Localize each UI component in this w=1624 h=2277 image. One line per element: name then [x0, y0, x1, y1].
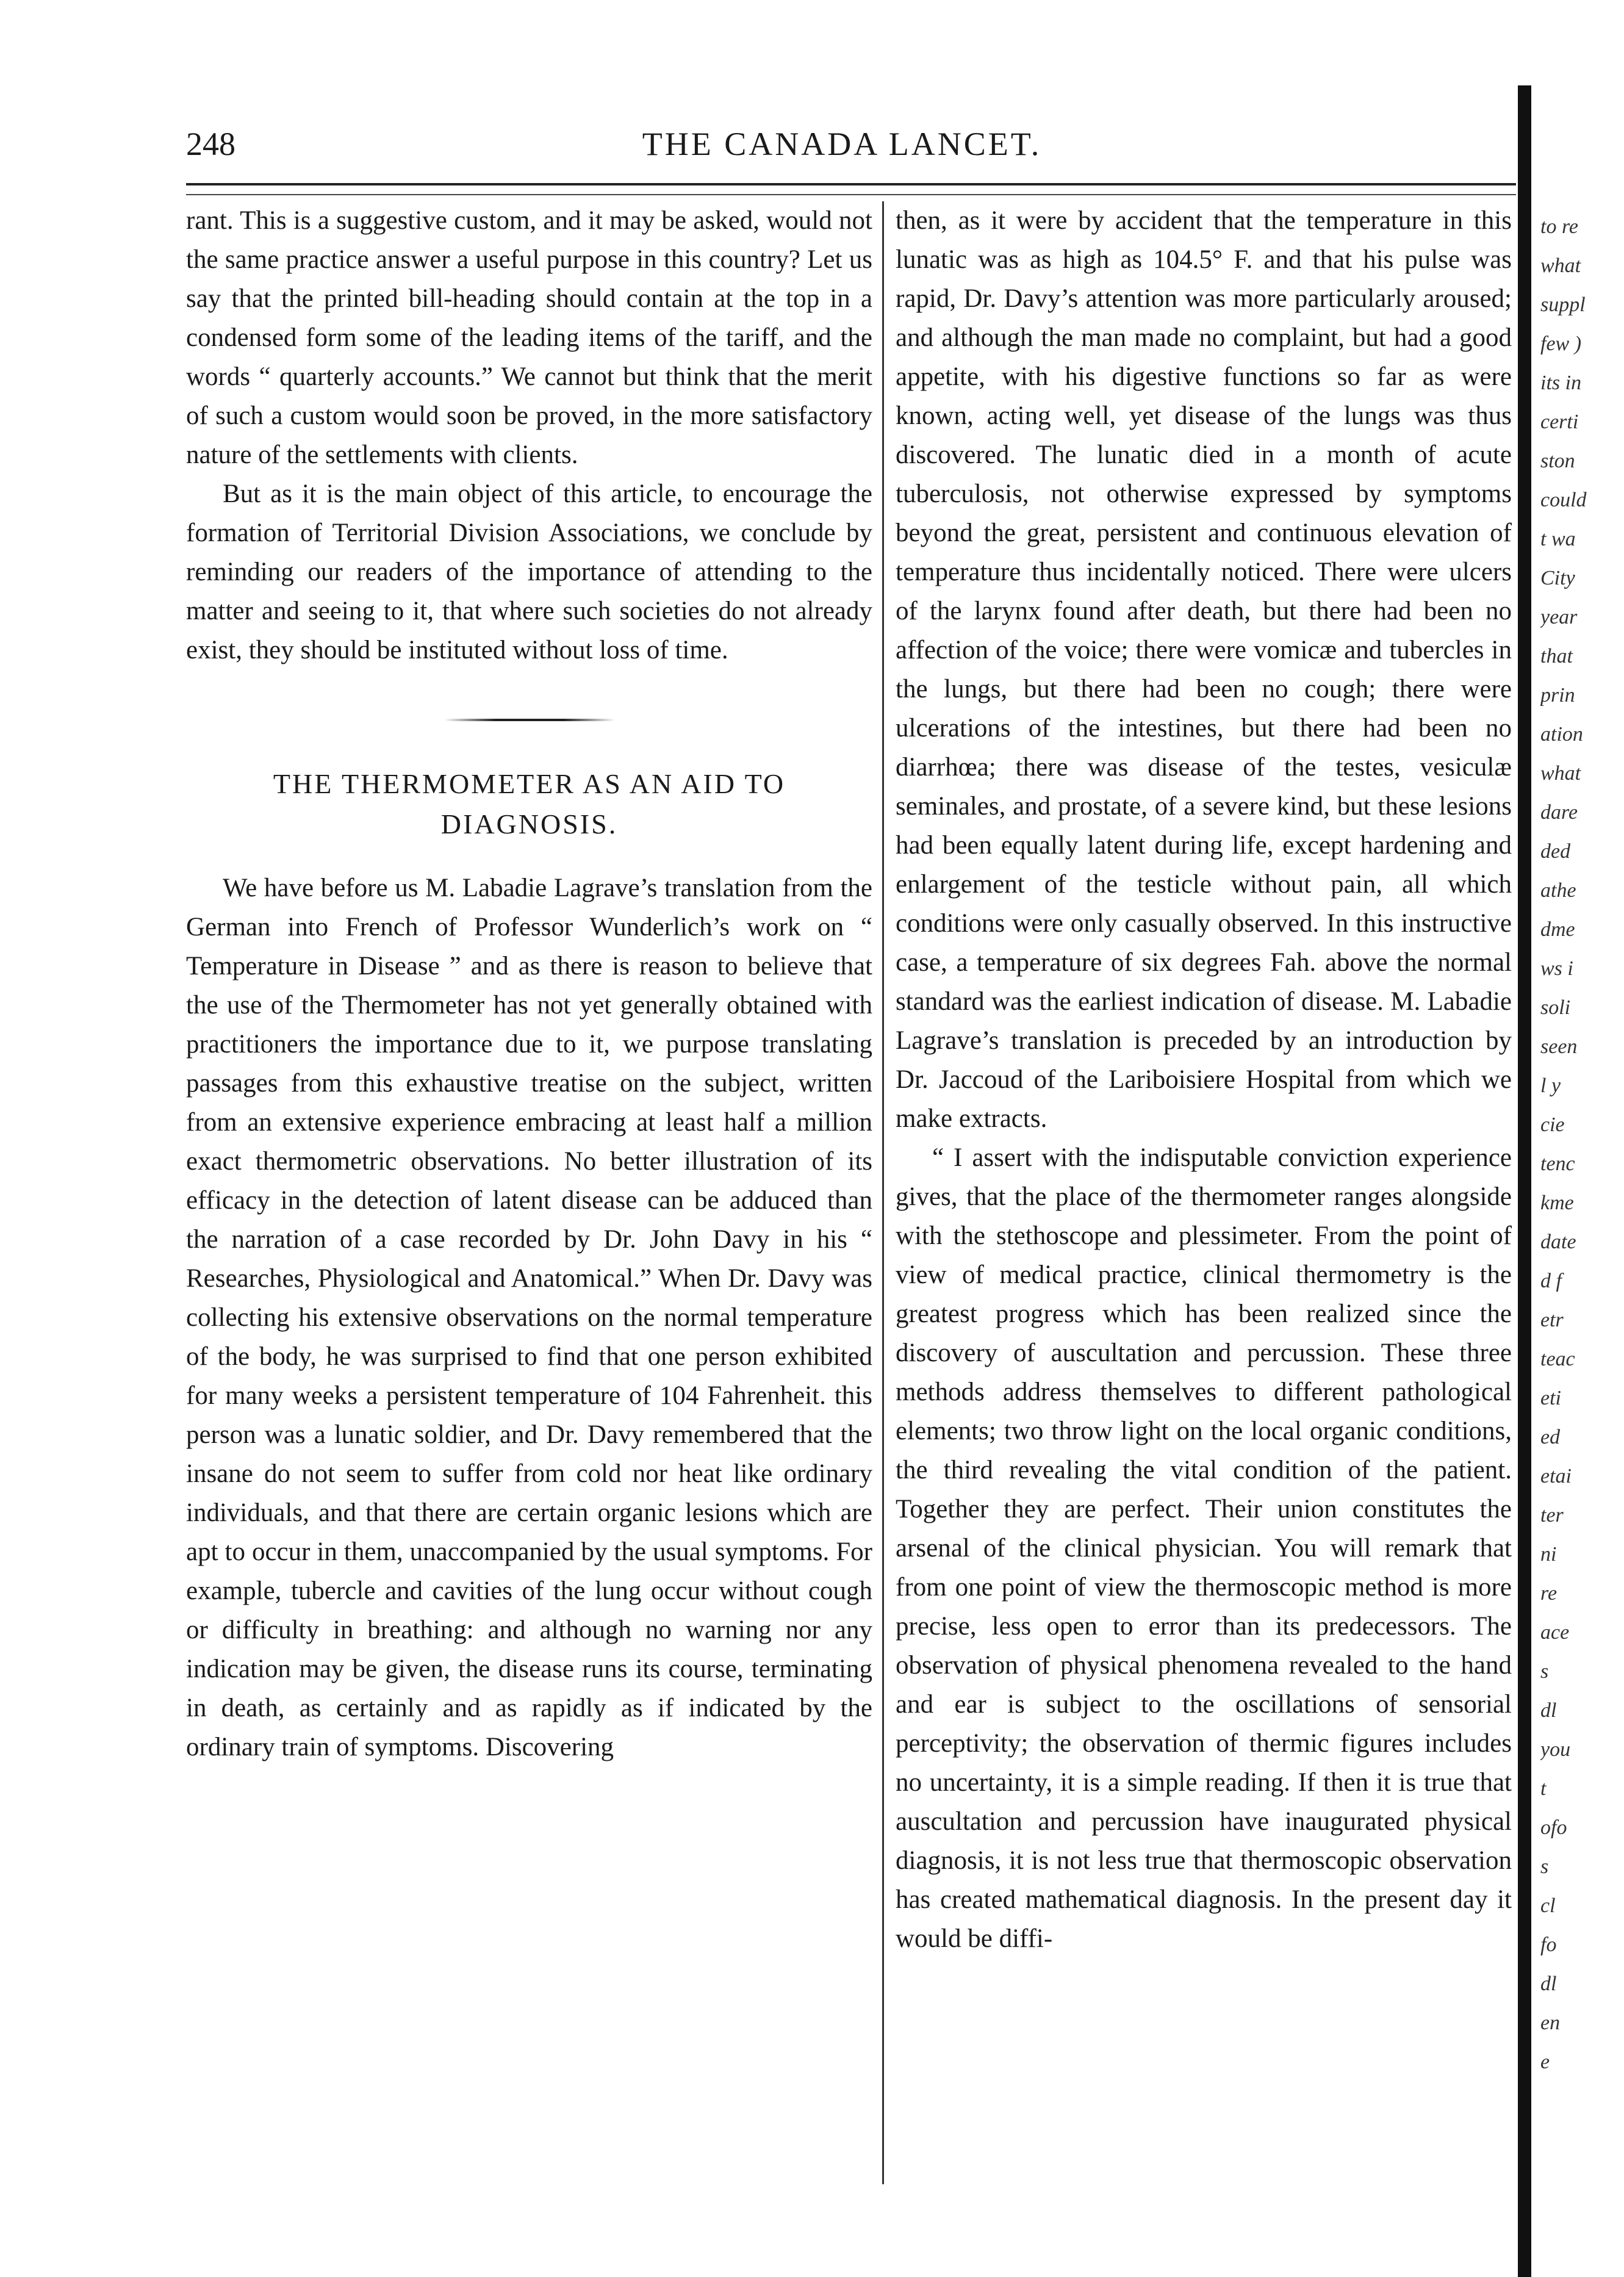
- margin-fragment: ter: [1540, 1504, 1564, 1527]
- margin-fragment: soli: [1540, 996, 1571, 1019]
- page-number: 248: [186, 126, 235, 162]
- section-ornament: [444, 719, 615, 721]
- left-paragraph-3: We have before us M. Labadie Lagrave’s translation from the German into French of Professor Wunderlich’s work on “ Temperature in Disease ” and as there is reason to believe that the use of the Thermometer has not yet generally obtained with practitioners the importance due to it, we purpose translating passages from this exhaustive treatise on the subject, written from an extensive experience embracing at least half a million exact thermometric observations. No better illustration of its efficacy in the detection of latent disease can be adduced than the narration of a case recorded by Dr. John Davy in his “ Researches, Physiological and Anatomical.” When Dr. Davy was collecting his extensive observations on the normal temperature of the body, he was surprised to find that one person exhibited for many weeks a persistent temperature of 104 Fahrenheit. this person was a lunatic soldier, and Dr. Davy remembered that the insane do not seem to suffer from cold nor heat like ordinary individuals, and that there are certain organic lesions which are apt to occur in them, unaccompanied by the usual symptoms. For example, tubercle and cavities of the lung occur without cough or difficulty in breathing: and although no warning nor any indication may be given, the disease runs its course, terminating in death, as certainly and as rapidly as if indicated by the ordinary train of symptoms. Discovering: [186, 874, 872, 1761]
- margin-fragment: tenc: [1540, 1153, 1575, 1175]
- margin-fragment: ed: [1540, 1426, 1561, 1448]
- margin-fragment: prin: [1540, 684, 1575, 707]
- margin-fragment: d f: [1540, 1270, 1562, 1292]
- margin-fragment: dl: [1540, 1973, 1557, 1995]
- margin-fragment: ni: [1540, 1543, 1557, 1566]
- margin-fragment: few ): [1540, 333, 1582, 355]
- header-rule: [186, 183, 1516, 195]
- right-column: [896, 201, 1512, 1959]
- margin-fragment: ace: [1540, 1621, 1570, 1644]
- margin-fragment: dare: [1540, 801, 1578, 824]
- margin-fragment: its in: [1540, 372, 1582, 394]
- margin-fragment: en: [1540, 2012, 1561, 2034]
- margin-fragment: kme: [1540, 1192, 1574, 1214]
- adjacent-page-fragments: [1540, 207, 1614, 2082]
- margin-fragment: could: [1540, 489, 1587, 511]
- margin-fragment: ofo: [1540, 1816, 1567, 1839]
- margin-fragment: athe: [1540, 879, 1576, 902]
- margin-fragment: certi: [1540, 411, 1579, 433]
- binding-shadow: [1518, 85, 1531, 2277]
- left-column: [186, 201, 872, 1767]
- margin-fragment: year: [1540, 606, 1578, 628]
- margin-fragment: cie: [1540, 1113, 1565, 1136]
- left-paragraph-2: But as it is the main object of this article, to encourage the formation of Territorial Division Associations, we conclude by reminding our readers of the importance of attending to the matter and seeing to it, that where such societies do not already exist, they should be instituted without loss of time.: [186, 480, 872, 664]
- margin-fragment: dl: [1540, 1699, 1557, 1722]
- right-paragraph-2: “ I assert with the indisputable conviction experience gives, that the place of the thermometer ranges alongside with the stethoscope and plessimeter. From the point of view of medical practice, clinical thermometry is the greatest progress which has been realized since the discovery of auscultation and percussion. These three methods address themselves to different pathological elements; two throw light on the local organic conditions, the third revealing the vital condition of the patient. Together they are perfect. Their union constitutes the arsenal of the clinical physician. You will remark that from one point of view the thermoscopic method is more precise, less open to error than its predecessors. The observation of physical phenomena revealed to the hand and ear is subject to the oscillations of sensorial perceptivity; the observation of thermic figures includes no uncertainty, it is a simple reading. If then it is true that auscultation and percussion have inaugurated physical diagnosis, it is not less true that thermoscopic observation has created mathematical diagnosis. In the present day it would be diffi-: [896, 1143, 1512, 1953]
- margin-fragment: City: [1540, 567, 1575, 589]
- running-title: THE CANADA LANCET.: [642, 126, 1042, 162]
- margin-fragment: date: [1540, 1231, 1576, 1253]
- section-heading: THE THERMOMETER AS AN AID TO DIAGNOSIS.: [273, 768, 786, 840]
- margin-fragment: eti: [1540, 1387, 1561, 1409]
- margin-fragment: etai: [1540, 1465, 1572, 1487]
- margin-fragment: dme: [1540, 918, 1575, 941]
- margin-fragment: ation: [1540, 723, 1583, 746]
- margin-fragment: what: [1540, 762, 1581, 785]
- margin-fragment: t wa: [1540, 528, 1576, 550]
- margin-fragment: that: [1540, 645, 1573, 667]
- margin-fragment: s: [1540, 1660, 1549, 1683]
- margin-fragment: t: [1540, 1777, 1547, 1800]
- margin-fragment: what: [1540, 254, 1581, 277]
- page-header: [186, 125, 1498, 174]
- margin-fragment: ws i: [1540, 957, 1573, 980]
- margin-fragment: s: [1540, 1855, 1549, 1878]
- right-paragraph-1: then, as it were by accident that the temperature in this lunatic was as high as 104.5° F. and that his pulse was rapid, Dr. Davy’s attention was more particularly aroused; and although the man made no complaint, but had a good appetite, with his digestive functions so far as were known, acting well, yet disease of the lungs was thus discovered. The lunatic died in a month of acute tuberculosis, not otherwise expressed by symptoms beyond the great, persistent and continuous elevation of temperature thus incidentally noticed. There were ulcers of the larynx found after death, but there had been no affection of the voice; there were vomicæ and tubercles in the lungs, but there had been no cough; there were ulcerations of the intestines, but there had been no diarrhœa; there was disease of the testes, vesiculæ seminales, and prostate, of a severe kind, but these lesions had been equally latent during life, except hardening and enlargement of the testicle without pain, all which conditions were only casually observed. In this instructive case, a temperature of six degrees Fah. above the normal standard was the earliest indication of disease. M. Labadie Lagrave’s translation is preceded by an introduction by Dr. Jaccoud of the Lariboisiere Hospital from which we make extracts.: [896, 206, 1512, 1133]
- margin-fragment: suppl: [1540, 293, 1586, 316]
- margin-fragment: teac: [1540, 1348, 1575, 1370]
- margin-fragment: ston: [1540, 450, 1575, 472]
- margin-fragment: l y: [1540, 1074, 1561, 1097]
- margin-fragment: ded: [1540, 840, 1571, 863]
- margin-fragment: re: [1540, 1582, 1558, 1605]
- margin-fragment: seen: [1540, 1035, 1578, 1058]
- margin-fragment: e: [1540, 2051, 1550, 2073]
- margin-fragment: to re: [1540, 215, 1579, 238]
- column-divider: [882, 201, 884, 2184]
- margin-fragment: you: [1540, 1738, 1571, 1761]
- left-paragraph-1: rant. This is a suggestive custom, and it may be asked, would not the same practice answer a useful purpose in this country? Let us say that the printed bill-heading should contain at the top in a condensed form some of the leading items of the tariff, and the words “ quarterly accounts.” We cannot but think that the merit of such a custom would soon be proved, in the more satisfactory nature of the settlements with clients.: [186, 206, 872, 469]
- margin-fragment: cl: [1540, 1894, 1556, 1917]
- margin-fragment: fo: [1540, 1933, 1557, 1956]
- margin-fragment: etr: [1540, 1309, 1564, 1331]
